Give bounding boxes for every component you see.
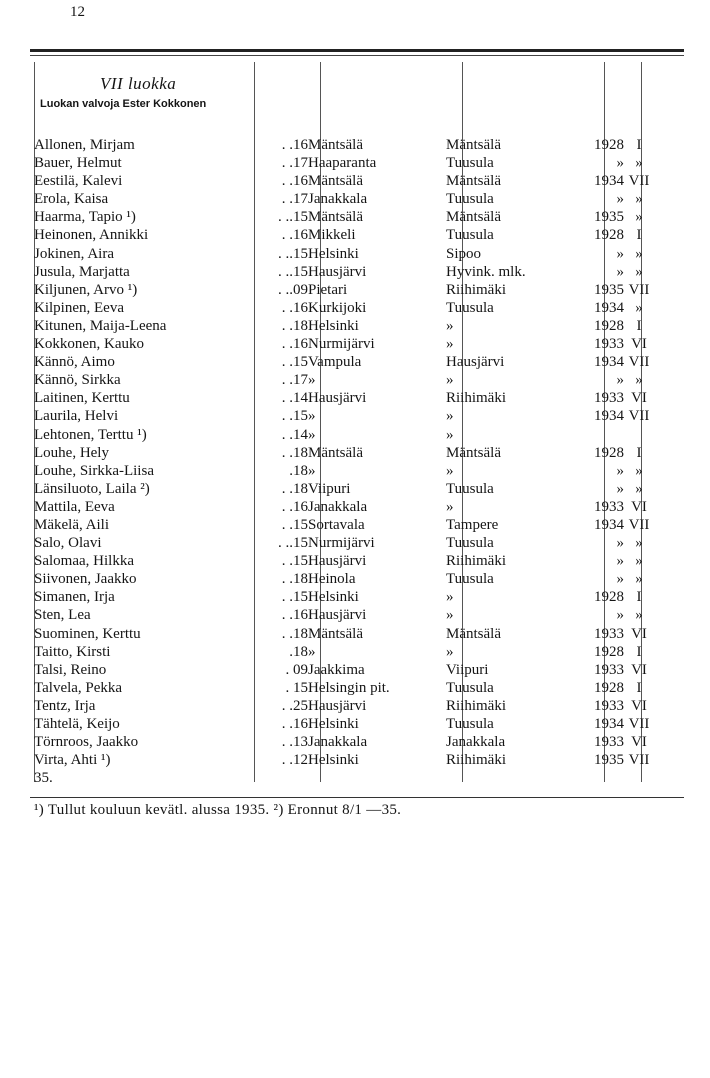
student-name: Mäkelä, Aili [34, 516, 109, 533]
table-row [34, 136, 654, 154]
student-name: Laurila, Helvi [34, 408, 119, 425]
table-row [34, 570, 654, 588]
home-municipality: » [446, 317, 454, 334]
birth-year: . .18 [281, 480, 308, 497]
start-grade: VII [628, 173, 650, 190]
birthplace: Nurmijärvi [308, 535, 375, 552]
start-grade: » [635, 480, 643, 497]
student-name: Talsi, Reino [34, 661, 107, 678]
table-row [34, 208, 654, 226]
enrollment-year: 1934 [594, 716, 624, 732]
enrollment-year: 1934 [594, 354, 624, 371]
birthplace: Janakkala [308, 498, 368, 515]
class-teacher: Luokan valvoja Ester Kokkonen [40, 98, 207, 110]
birthplace: Mäntsälä [308, 444, 363, 461]
birth-year: . ..15 [278, 209, 308, 226]
home-municipality: Tuusula [446, 155, 494, 172]
birth-year: . .15 [281, 408, 308, 425]
table-row [34, 588, 654, 606]
birth-year: . .15 [281, 354, 308, 371]
student-name: Kokkonen, Kauko [34, 336, 144, 353]
table-row [34, 444, 654, 462]
birthplace: » [308, 643, 316, 660]
home-municipality: Hausjärvi [446, 354, 505, 371]
enrollment-year: 1935 [594, 752, 624, 769]
birth-year: . .16 [281, 173, 308, 190]
start-grade: » [635, 607, 643, 624]
birth-year: . .16 [281, 607, 308, 624]
footnote-rule [30, 797, 684, 798]
table-row [34, 480, 654, 498]
table-row [34, 516, 654, 534]
birth-year: . .15 [281, 553, 308, 570]
home-municipality: Sipoo [446, 245, 482, 262]
start-grade: » [635, 535, 643, 552]
birth-year: . ..15 [278, 245, 308, 262]
enrollment-year: 1934 [594, 299, 624, 316]
page-number: 12 [70, 4, 85, 20]
enrollment-year: » [616, 462, 624, 479]
student-name: Kitunen, Maija-Leena [34, 317, 167, 334]
birthplace: Hausjärvi [308, 697, 367, 714]
student-name: Mattila, Eeva [34, 498, 115, 515]
birthplace: Hausjärvi [308, 263, 367, 280]
student-name: Eestilä, Kalevi [34, 173, 123, 190]
birth-year: . .18 [281, 625, 308, 642]
birthplace: Helsinki [308, 589, 359, 606]
student-name: 35. [34, 770, 53, 787]
table-row [34, 190, 654, 208]
home-municipality: Mäntsälä [446, 625, 501, 642]
birthplace: Helsinki [308, 752, 359, 769]
birth-year: . ..09 [278, 281, 308, 298]
enrollment-year: » [616, 535, 624, 552]
start-grade: VI [631, 336, 647, 353]
top-rule-thin [30, 55, 684, 56]
birth-year: . .17 [281, 155, 308, 172]
student-name: Virta, Ahti ¹) [34, 752, 111, 769]
home-municipality: » [446, 643, 454, 660]
table-row [34, 733, 654, 751]
birth-year: . ..15 [278, 263, 308, 280]
home-municipality: Tuusula [446, 191, 494, 208]
enrollment-year: » [616, 607, 624, 624]
enrollment-year: 1933 [594, 625, 624, 642]
student-name: Siivonen, Jaakko [34, 571, 137, 588]
table-row [34, 643, 654, 661]
start-grade: I [636, 643, 642, 660]
student-name: Sten, Lea [34, 607, 91, 624]
student-name: Kännö, Aimo [34, 354, 115, 371]
table-row [34, 353, 654, 371]
table-row [34, 606, 654, 624]
birthplace: Kurkijoki [308, 299, 367, 316]
birth-year: . ..15 [278, 535, 308, 552]
table-row [34, 154, 654, 172]
start-grade: » [635, 299, 643, 316]
student-name: Salo, Olavi [34, 535, 102, 552]
enrollment-year: 1935 [594, 209, 624, 226]
student-name: Törnroos, Jaakko [34, 734, 139, 751]
birth-year: . .17 [281, 372, 308, 389]
home-municipality: Tuusula [446, 227, 494, 244]
birthplace: Hausjärvi [308, 553, 367, 570]
birth-year: . .16 [281, 227, 308, 244]
table-row [34, 661, 654, 679]
table-row [34, 245, 654, 263]
enrollment-year: 1933 [594, 336, 624, 353]
student-name: Allonen, Mirjam [34, 137, 135, 153]
start-grade: VI [631, 697, 647, 714]
start-grade: » [635, 571, 643, 588]
student-name: Louhe, Sirkka-Liisa [34, 462, 154, 479]
home-municipality: Viipuri [446, 661, 489, 678]
birth-year: . .15 [281, 589, 308, 606]
student-name: Kiljunen, Arvo ¹) [34, 281, 138, 298]
birthplace: Sortavala [308, 516, 365, 533]
birth-year: . .25 [281, 697, 308, 714]
enrollment-year: » [616, 191, 624, 208]
table-row [34, 299, 654, 317]
student-name: Bauer, Helmut [34, 155, 122, 172]
home-municipality: Tuusula [446, 716, 494, 732]
birthplace: » [308, 426, 316, 443]
start-grade: VII [628, 716, 650, 732]
student-name: Taitto, Kirsti [34, 643, 111, 660]
student-name: Lehtonen, Terttu ¹) [34, 426, 147, 443]
birthplace: Vampula [308, 354, 362, 371]
table-row [34, 281, 654, 299]
home-municipality: Riihimäki [446, 281, 506, 298]
home-municipality: Mäntsälä [446, 137, 501, 153]
start-grade: VII [628, 408, 650, 425]
table-row [34, 226, 654, 244]
table-row [34, 769, 654, 787]
birthplace: » [308, 462, 316, 479]
table-row [34, 335, 654, 353]
home-municipality: » [446, 607, 454, 624]
enrollment-year: » [616, 372, 624, 389]
start-grade: VII [628, 281, 650, 298]
home-municipality: Tuusula [446, 535, 494, 552]
table-row [34, 751, 654, 769]
start-grade: » [635, 245, 643, 262]
table-row [34, 317, 654, 335]
birthplace: Hausjärvi [308, 390, 367, 407]
home-municipality: » [446, 589, 454, 606]
enrollment-year: 1933 [594, 498, 624, 515]
footnote: ¹) Tullut kouluun kevätl. alussa 1935. ²) Eronnut 8/1 —35. [34, 802, 402, 818]
start-grade: I [636, 317, 642, 334]
birth-year: . .15 [281, 516, 308, 533]
student-name: Suominen, Kerttu [34, 625, 141, 642]
enrollment-year: 1928 [594, 589, 624, 606]
student-name: Laitinen, Kerttu [34, 390, 130, 407]
birth-year: . .18 [281, 317, 308, 334]
student-name: Kilpinen, Eeva [34, 299, 124, 316]
home-municipality: Mäntsälä [446, 209, 501, 226]
birth-year: . .14 [281, 390, 308, 407]
enrollment-year [586, 426, 624, 444]
home-municipality: Mäntsälä [446, 444, 501, 461]
enrollment-year: 1935 [594, 281, 624, 298]
table-row [34, 371, 654, 389]
enrollment-year: 1928 [594, 137, 624, 153]
birthplace: Helsinki [308, 245, 359, 262]
table-row [34, 462, 654, 480]
home-municipality: Mäntsälä [446, 173, 501, 190]
student-name: Haarma, Tapio ¹) [34, 209, 136, 226]
birthplace: Pietari [308, 281, 348, 298]
birthplace: Mikkeli [308, 227, 356, 244]
enrollment-year: 1928 [594, 227, 624, 244]
student-roster [34, 136, 654, 787]
birthplace: Nurmijärvi [308, 336, 375, 353]
start-grade: I [636, 137, 642, 153]
start-grade: VII [628, 752, 650, 769]
enrollment-year: » [616, 245, 624, 262]
home-municipality: Janakkala [446, 734, 506, 751]
start-grade: I [636, 444, 642, 461]
start-grade: VI [631, 390, 647, 407]
birthplace: Jaakkima [308, 661, 365, 678]
student-name: Tentz, Irja [34, 697, 96, 714]
table-row [34, 715, 654, 733]
student-name: Simanen, Irja [34, 589, 115, 606]
student-name: Salomaa, Hilkka [34, 553, 134, 570]
birth-year: .18 [289, 643, 308, 660]
table-row [34, 389, 654, 407]
enrollment-year: » [616, 263, 624, 280]
start-grade: VI [631, 661, 647, 678]
home-municipality: Riihimäki [446, 553, 506, 570]
birthplace: Hausjärvi [308, 607, 367, 624]
start-grade: VI [631, 734, 647, 751]
enrollment-year: 1928 [594, 444, 624, 461]
birth-year: . .16 [281, 498, 308, 515]
table-row [34, 426, 654, 444]
top-rule [30, 49, 684, 52]
birthplace: Helsinki [308, 317, 359, 334]
student-name: Kännö, Sirkka [34, 372, 121, 389]
enrollment-year: 1933 [594, 734, 624, 751]
enrollment-year [586, 769, 624, 787]
table-row [34, 498, 654, 516]
table-row [34, 407, 654, 425]
birth-year: . 15 [285, 679, 308, 696]
table-row [34, 263, 654, 281]
home-municipality: » [446, 498, 454, 515]
home-municipality: » [446, 426, 454, 443]
enrollment-year: 1934 [594, 173, 624, 190]
enrollment-year: 1928 [594, 679, 624, 696]
class-title: VII luokka [100, 74, 177, 93]
enrollment-year: 1933 [594, 661, 624, 678]
birthplace: Haaparanta [308, 155, 377, 172]
start-grade: » [635, 462, 643, 479]
start-grade: » [635, 191, 643, 208]
birthplace: » [308, 408, 316, 425]
birth-year: . .13 [281, 734, 308, 751]
birth-year: . .16 [281, 336, 308, 353]
start-grade: VII [628, 516, 650, 533]
student-name: Erola, Kaisa [34, 191, 109, 208]
home-municipality: » [446, 408, 454, 425]
enrollment-year: » [616, 155, 624, 172]
home-municipality: Riihimäki [446, 752, 506, 769]
student-name: Talvela, Pekka [34, 679, 123, 696]
enrollment-year: » [616, 553, 624, 570]
birth-year [266, 769, 308, 787]
start-grade: » [635, 553, 643, 570]
home-municipality [446, 769, 586, 787]
enrollment-year: » [616, 571, 624, 588]
enrollment-year: 1928 [594, 643, 624, 660]
start-grade: » [635, 209, 643, 226]
start-grade: I [636, 679, 642, 696]
birth-year: .18 [289, 462, 308, 479]
birth-year: . .17 [281, 191, 308, 208]
birthplace: Viipuri [308, 480, 351, 497]
start-grade: VI [631, 625, 647, 642]
start-grade: » [635, 155, 643, 172]
home-municipality: » [446, 336, 454, 353]
birthplace: Helsinki [308, 716, 359, 732]
start-grade: VI [631, 498, 647, 515]
birthplace: » [308, 372, 316, 389]
enrollment-year: 1933 [594, 697, 624, 714]
home-municipality: » [446, 462, 454, 479]
start-grade: » [635, 372, 643, 389]
birth-year: . .16 [281, 716, 308, 732]
birthplace: Mäntsälä [308, 209, 363, 226]
enrollment-year: 1934 [594, 408, 624, 425]
home-municipality: Tuusula [446, 679, 494, 696]
home-municipality: Hyvink. mlk. [446, 263, 526, 280]
home-municipality: Tampere [446, 516, 499, 533]
start-grade [624, 769, 654, 787]
home-municipality: Tuusula [446, 571, 494, 588]
table-row [34, 679, 654, 697]
birth-year: . .18 [281, 444, 308, 461]
birthplace: Heinola [308, 571, 356, 588]
enrollment-year: 1934 [594, 516, 624, 533]
birthplace: Mäntsälä [308, 625, 363, 642]
enrollment-year: 1933 [594, 390, 624, 407]
birth-year: . .18 [281, 571, 308, 588]
birthplace: Helsingin pit. [308, 679, 390, 696]
birth-year: . .16 [281, 299, 308, 316]
table-row [34, 534, 654, 552]
start-grade: » [635, 263, 643, 280]
home-municipality: Riihimäki [446, 697, 506, 714]
enrollment-year: » [616, 480, 624, 497]
birthplace: Janakkala [308, 734, 368, 751]
home-municipality: » [446, 372, 454, 389]
enrollment-year: 1928 [594, 317, 624, 334]
birthplace [308, 769, 446, 787]
birthplace: Mäntsälä [308, 173, 363, 190]
student-name: Jokinen, Aira [34, 245, 114, 262]
birthplace: Mäntsälä [308, 137, 363, 153]
birth-year: . .14 [281, 426, 308, 443]
birthplace: Janakkala [308, 191, 368, 208]
start-grade [624, 426, 654, 444]
start-grade: I [636, 589, 642, 606]
home-municipality: Riihimäki [446, 390, 506, 407]
home-municipality: Tuusula [446, 299, 494, 316]
table-row [34, 625, 654, 643]
table-row [34, 697, 654, 715]
student-name: Heinonen, Annikki [34, 227, 149, 244]
home-municipality: Tuusula [446, 480, 494, 497]
birth-year: . .16 [281, 137, 308, 153]
student-name: Louhe, Hely [34, 444, 109, 461]
student-name: Länsiluoto, Laila ²) [34, 480, 150, 497]
student-name: Jusula, Marjatta [34, 263, 130, 280]
birth-year: . .12 [281, 752, 308, 769]
student-name: Tähtelä, Keijo [34, 716, 120, 732]
table-row [34, 552, 654, 570]
start-grade: VII [628, 354, 650, 371]
start-grade: I [636, 227, 642, 244]
birth-year: . 09 [285, 661, 308, 678]
table-row [34, 172, 654, 190]
